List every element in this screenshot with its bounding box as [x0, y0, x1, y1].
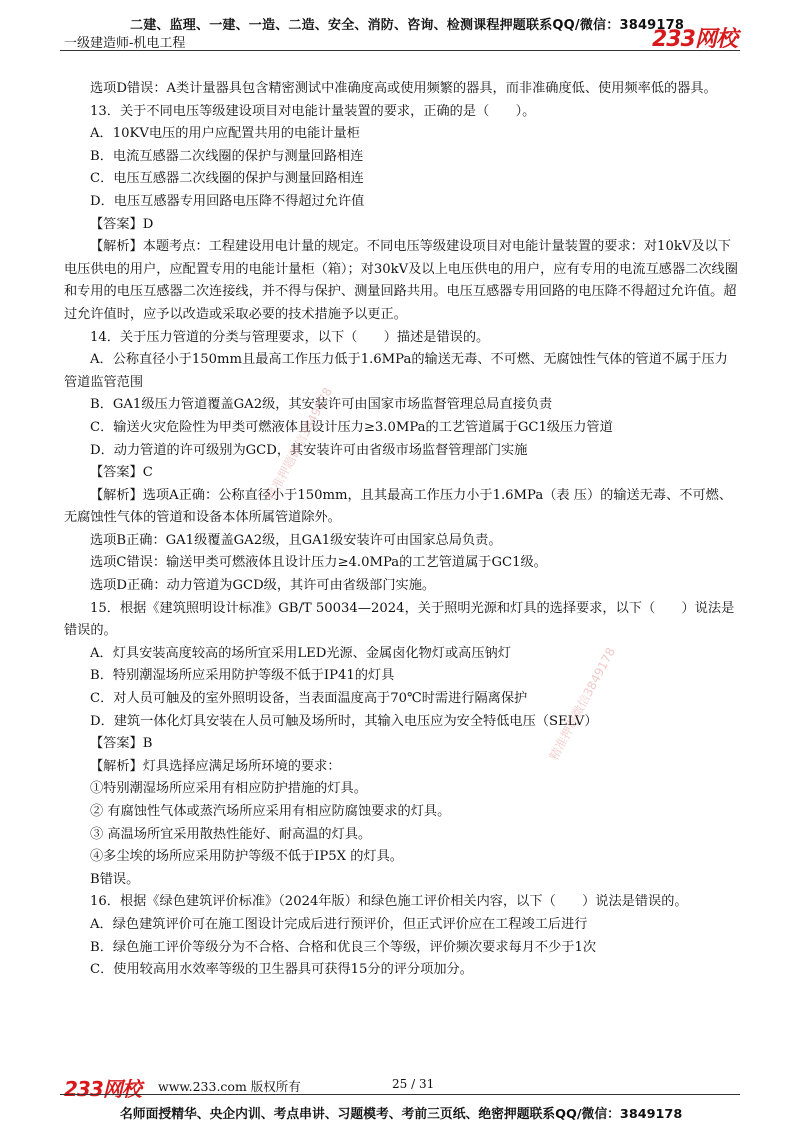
option-c: C．电压互感器二次线圈的保护与测量回路相连 — [90, 171, 364, 187]
paragraph: 选项D错误：A类计量器具包含精密测试中准确度高或使用频繁的器具，而非准确度低、使用频率低的器具。 — [90, 81, 717, 96]
option-b: B．GA1级压力管道覆盖GA2级，其安装许可由国家市场监督管理总局直接负责 — [90, 397, 553, 413]
option-d: D．动力管道的许可级别为GCD，其安装许可由省级市场监督管理部门实施 — [90, 442, 528, 458]
answer: 【答案】C — [90, 465, 153, 481]
option-a: A．10KV电压的用户应配置共用的电能计量柜 — [90, 126, 360, 142]
header-contact-line: 二建、监理、一建、一造、二造、安全、消防、咨询、检测课程押题联系QQ/微信：3849178 — [130, 18, 685, 33]
analysis-line: ③ 高温场所宜采用散热性能好、耐高温的灯具。 — [90, 826, 372, 842]
option-c: C．对人员可触及的室外照明设备，当表面温度高于70℃时需进行隔离保护 — [90, 691, 528, 707]
footer-contact-line: 名师面授精华、央企内训、考点串讲、习题模考、考前三页纸、绝密押题联系QQ/微信：3849178 — [120, 1107, 683, 1122]
analysis: 【解析】灯具选择应满足场所环境的要求： — [90, 758, 341, 774]
document-body — [64, 78, 740, 982]
option-b: B．绿色施工评价等级分为不合格、合格和优良三个等级，评价频次要求每月不少于1次 — [90, 939, 597, 955]
watermark: 精准押题微信3849178 — [546, 645, 619, 763]
option-a: A．公称直径小于150mm且最高工作压力低于1.6MPa的输送无毒、不可燃、无腐蚀性气体的管道不属于压力管道监管范围 — [64, 352, 728, 390]
option-b: B．特别潮湿场所应采用防护等级不低于IP41的灯具 — [90, 668, 395, 684]
analysis: 【解析】本题考点：工程建设用电计量的规定。不同电压等级建设项目对电能计量装置的要求：对10kV及以下电压供电的用户，应配置专用的电能计量柜（箱）；对30kV及以上电压供电的用户，应有专用的电流互感器二次线圈和专用的电压互感器二次连接线，并不得与保护、测量回路共用。电压互感器专用回路的电压降不得超过允许值。超过允许值时，应予以改造或采取必要的技术措施予以更正。 — [64, 239, 738, 322]
question-15: 15．根据《建筑照明设计标准》GB/T 50034—2024，关于照明光源和灯具的选择要求，以下（ ）说法是错误的。 — [64, 600, 735, 639]
footer-divider — [60, 1094, 740, 1095]
analysis-line: 选项B正确：GA1级覆盖GA2级，且GA1级安装许可由国家总局负责。 — [90, 532, 502, 548]
option-a: A．灯具安装高度较高的场所宜采用LED光源、金属卤化物灯或高压钠灯 — [90, 645, 511, 661]
header-divider — [60, 50, 740, 51]
page-number: 25 / 31 — [392, 1077, 435, 1091]
question-13: 13．关于不同电压等级建设项目对电能计量装置的要求，正确的是（ ）。 — [90, 103, 536, 119]
option-b: B．电流互感器二次线圈的保护与测量回路相连 — [90, 148, 364, 164]
analysis: 【解析】选项A正确：公称直径小于150mm，且其最高工作压力小于1.6MPa（表 压）的输送无毒、不可燃、无腐蚀性气体的管道和设备本体所属管道除外。 — [64, 487, 733, 526]
brand-logo: 233网校 — [652, 27, 737, 52]
option-c: C．使用较高用水效率等级的卫生器具可获得15分的评分项加分。 — [90, 962, 473, 978]
answer: 【答案】D — [90, 216, 154, 232]
footer-logo: 233网校 — [64, 1077, 141, 1101]
option-a: A．绿色建筑评价可在施工图设计完成后进行预评价，但正式评价应在工程竣工后进行 — [90, 916, 588, 932]
analysis-line: ①特别潮湿场所应采用有相应防护措施的灯具。 — [90, 781, 367, 797]
footer-site: www.233.com 版权所有 — [158, 1079, 301, 1094]
answer: 【答案】B — [90, 736, 153, 752]
watermark: 精准押题微信3849178 — [263, 385, 336, 503]
question-16: 16．根据《绿色建筑评价标准》（2024年版）和绿色施工评价相关内容，以下（ ）说法是错误的。 — [90, 894, 688, 910]
header-subtitle: 一级建造师-机电工程 — [64, 36, 186, 51]
analysis-line: 选项D正确：动力管道为GCD级，其许可由省级部门实施。 — [90, 578, 436, 594]
option-c: C．输送火灾危险性为甲类可燃液体且设计压力≥3.0MPa的工艺管道属于GC1级压力管道 — [90, 419, 613, 435]
option-d: D．电压互感器专用回路电压降不得超过允许值 — [90, 193, 365, 209]
analysis-line: ② 有腐蚀性气体或蒸汽场所应采用有相应防腐蚀要求的灯具。 — [90, 804, 451, 819]
option-d: D．建筑一体化灯具安装在人员可触及场所时，其输入电压应为安全特低电压（SELV） — [90, 713, 598, 729]
analysis-line: 选项C错误：输送甲类可燃液体且设计压力≥4.0MPa的工艺管道属于GC1级。 — [90, 555, 547, 571]
analysis-line: B错误。 — [90, 871, 140, 887]
question-14: 14．关于压力管道的分类与管理要求，以下（ ）描述是错误的。 — [90, 329, 490, 345]
analysis-line: ④多尘埃的场所应采用防护等级不低于IP5X 的灯具。 — [90, 849, 403, 865]
